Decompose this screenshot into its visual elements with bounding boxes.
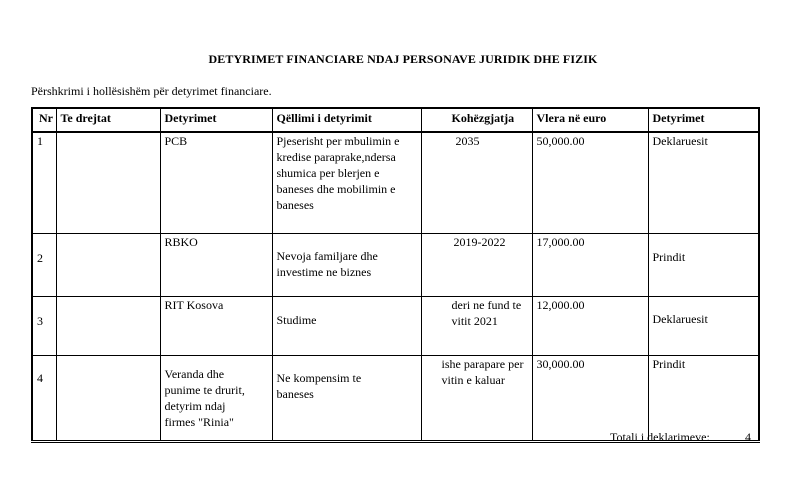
total-value: 4 xyxy=(745,430,751,444)
table-row xyxy=(32,297,759,356)
col-header-te-drejtat: Te drejtat xyxy=(56,108,160,132)
cell-nr: 2 xyxy=(32,234,56,297)
document-title: DETYRIMET FINANCIARE NDAJ PERSONAVE JURIDIK DHE FIZIK xyxy=(208,52,598,66)
cell-detyrimet-2: Deklaruesit xyxy=(648,297,759,356)
cell-vlera: 12,000.00 xyxy=(532,297,648,356)
col-header-kohezgjatja: Kohëzgjatja xyxy=(421,108,532,132)
cell-qellimi: Studime xyxy=(272,297,421,356)
cell-kohezgjatja: 2035 xyxy=(421,132,532,234)
cell-nr: 4 xyxy=(32,356,56,442)
col-header-qellimi: Qëllimi i detyrimit xyxy=(272,108,421,132)
cell-vlera: 17,000.00 xyxy=(532,234,648,297)
cell-nr: 1 xyxy=(32,132,56,234)
cell-qellimi: Ne kompensim te baneses xyxy=(272,356,421,442)
col-header-vlera: Vlera në euro xyxy=(532,108,648,132)
cell-kohezgjatja: ishe parapare per vitin e kaluar xyxy=(421,356,532,442)
cell-kohezgjatja: deri ne fund te vitit 2021 xyxy=(421,297,532,356)
cell-vlera: 50,000.00 xyxy=(532,132,648,234)
col-header-detyrimet: Detyrimet xyxy=(160,108,272,132)
cell-detyrimet: RIT Kosova xyxy=(160,297,272,356)
col-header-detyrimet-2: Detyrimet xyxy=(648,108,759,132)
cell-detyrimet: PCB xyxy=(160,132,272,234)
total-label: Totali i deklarimeve: xyxy=(610,430,710,444)
table-header-row xyxy=(32,108,759,132)
cell-qellimi: Pjeserisht per mbulimin e kredise paraprake,ndersa shumica per blerjen e baneses dhe mobilimin e baneses xyxy=(272,132,421,234)
cell-vlera: 30,000.00 xyxy=(532,356,648,442)
table-row xyxy=(32,234,759,297)
cell-nr: 3 xyxy=(32,297,56,356)
cell-te-drejtat xyxy=(56,356,160,442)
cell-te-drejtat xyxy=(56,132,160,234)
cell-qellimi: Nevoja familjare dhe investime ne biznes xyxy=(272,234,421,297)
table-row xyxy=(32,132,759,234)
cell-detyrimet-2: Prindit xyxy=(648,356,759,442)
col-header-nr: Nr xyxy=(32,108,56,132)
cell-te-drejtat xyxy=(56,234,160,297)
cell-kohezgjatja: 2019-2022 xyxy=(421,234,532,297)
table-row xyxy=(32,356,759,442)
document-subtitle: Përshkrimi i hollësishëm për detyrimet financiare. xyxy=(31,84,272,98)
cell-te-drejtat xyxy=(56,297,160,356)
cell-detyrimet-2: Prindit xyxy=(648,234,759,297)
cell-detyrimet: Veranda dhe punime te drurit, detyrim ndaj firmes "Rinia" xyxy=(160,356,272,442)
cell-detyrimet-2: Deklaruesit xyxy=(648,132,759,234)
obligations-table xyxy=(31,107,760,443)
cell-detyrimet: RBKO xyxy=(160,234,272,297)
